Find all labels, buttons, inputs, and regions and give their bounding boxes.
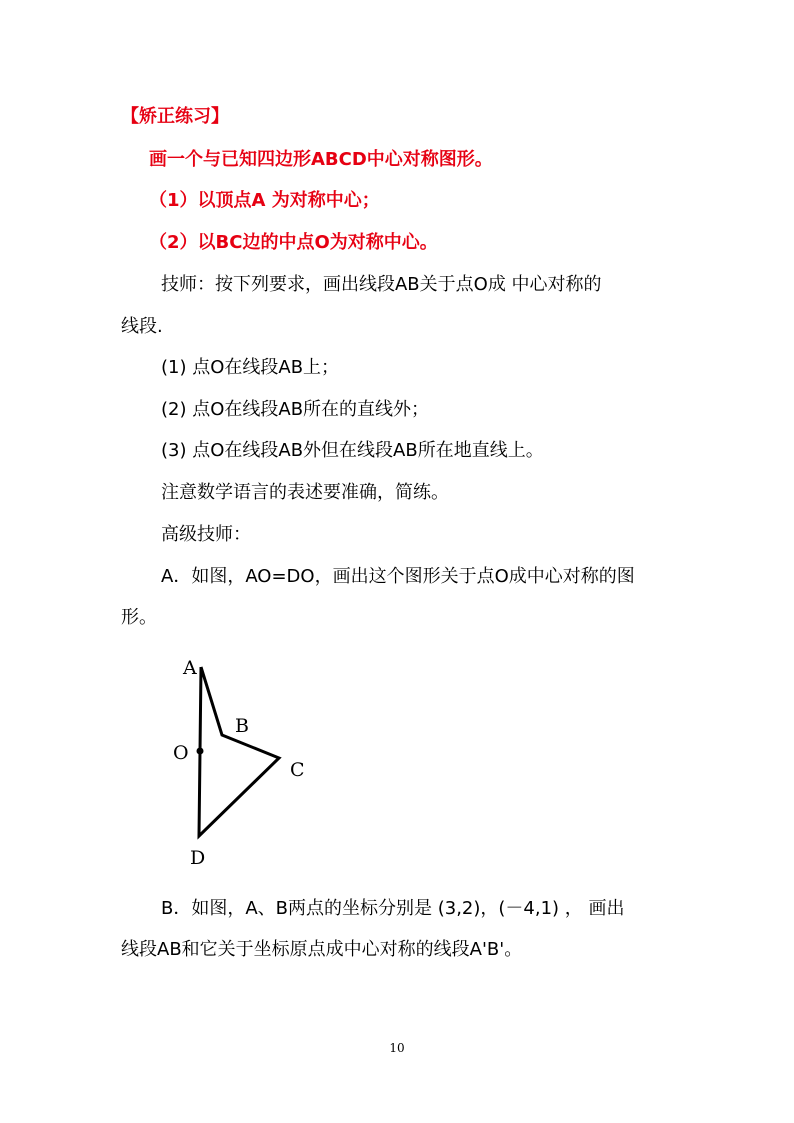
page-number: 10 (389, 1041, 405, 1055)
practice-item-2: （2）以BC边的中点O为对称中心。 (149, 232, 438, 253)
technician-requirement-2: (2) 点O在线段AB所在的直线外； (161, 399, 430, 420)
technician-intro-line-1: 技师：按下列要求，画出线段AB关于点O成 中心对称的 (161, 274, 602, 295)
question-b-line-2: 线段AB和它关于坐标原点成中心对称的线段A'B'。 (121, 939, 523, 960)
technician-intro-line-2: 线段. (121, 316, 163, 337)
question-a-line-1: A．如图，AO=DO，画出这个图形关于点O成中心对称的图 (161, 566, 635, 587)
technician-requirement-1: (1) 点O在线段AB上； (161, 357, 340, 378)
technician-note: 注意数学语言的表述要准确，简练。 (161, 482, 449, 503)
technician-requirement-3: (3) 点O在线段AB外但在线段AB所在地直线上。 (161, 440, 544, 461)
point-o-dot (197, 748, 204, 755)
figure-outline (199, 667, 279, 836)
label-c: C (290, 759, 305, 781)
label-o: O (173, 742, 189, 764)
practice-item-1: （1）以顶点A 为对称中心； (149, 190, 380, 211)
senior-heading: 高级技师： (161, 524, 251, 545)
label-a: A (183, 657, 197, 679)
question-a-line-2: 形。 (121, 607, 157, 628)
label-d: D (190, 847, 206, 869)
question-b-line-1: B．如图，A、B两点的坐标分别是 (3,2)，(－4,1) ， 画出 (161, 898, 625, 919)
practice-prompt: 画一个与已知四边形ABCD中心对称图形。 (149, 149, 493, 170)
section-title: 【矫正练习】 (121, 106, 229, 127)
label-b: B (235, 715, 249, 737)
